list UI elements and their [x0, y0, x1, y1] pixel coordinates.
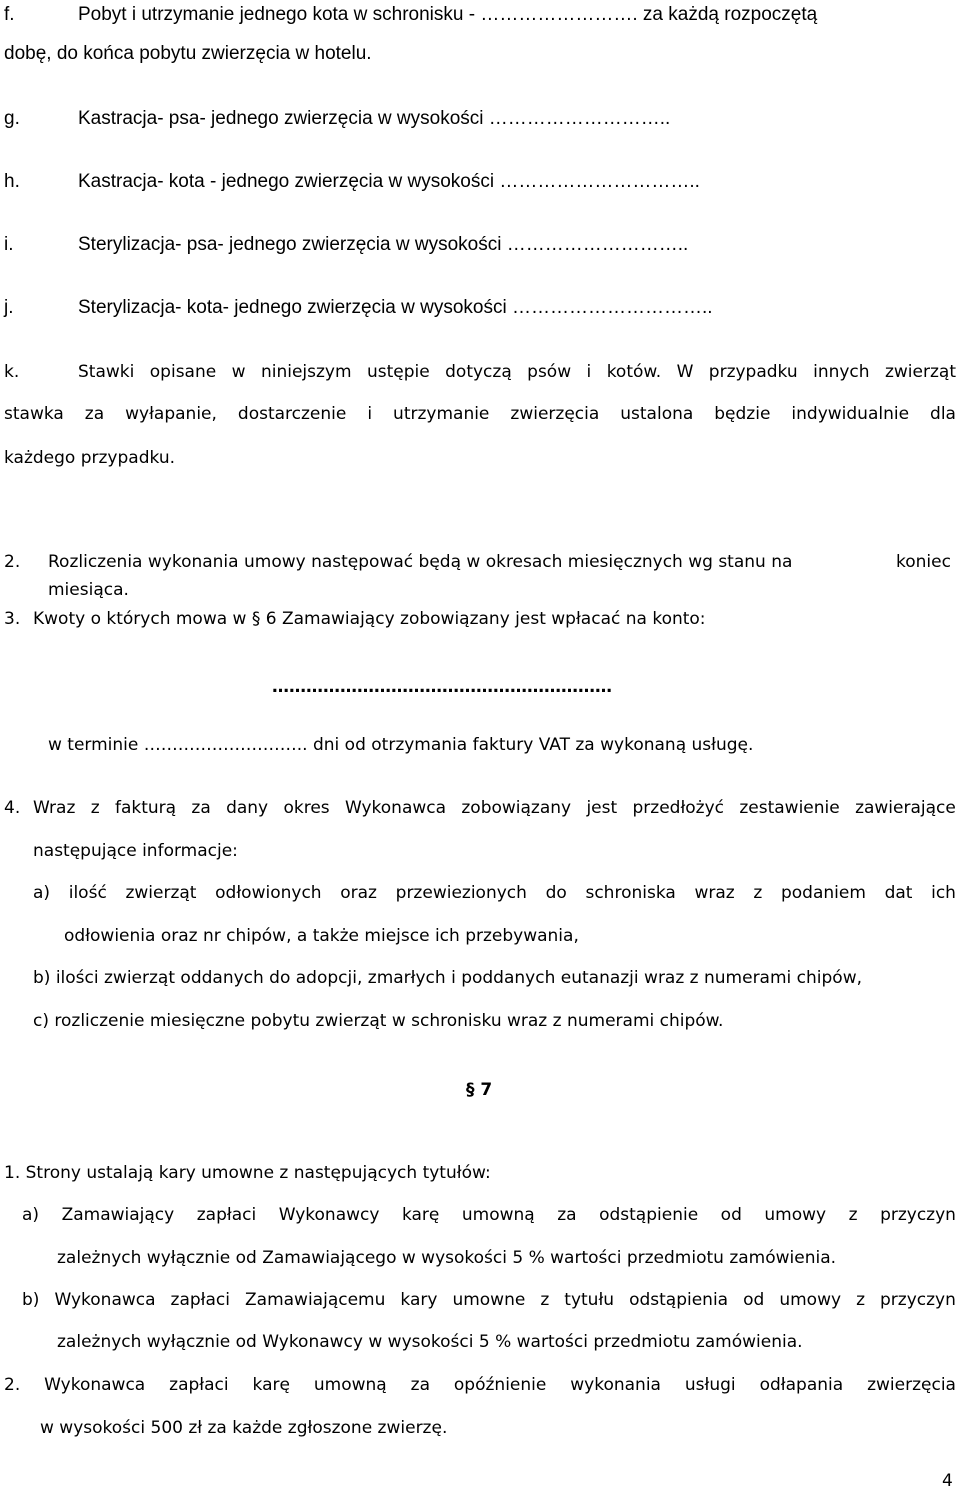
word: indywidualnie [791, 404, 910, 424]
word: Wraz [33, 798, 76, 818]
penalties-point-2-continuation: w wysokości 500 zł za każde zgłoszone zwierzę. [40, 1418, 448, 1438]
word: kotów. [606, 362, 662, 382]
word: Wykonawcy [278, 1205, 380, 1225]
word: psów [527, 362, 572, 382]
word: umowne [452, 1290, 526, 1310]
word: zwierząt [884, 362, 956, 382]
word: odstąpienia [629, 1290, 729, 1310]
word: zawierające [855, 798, 956, 818]
word: kary [400, 1290, 438, 1310]
word: dotyczą [445, 362, 512, 382]
word: a) [22, 1205, 40, 1225]
item-f-letter: f. [4, 4, 15, 25]
point-4-item-a-continuation: odłowienia oraz nr chipów, a także miejsce ich przebywania, [64, 926, 579, 946]
word: przyczyn [880, 1290, 956, 1310]
word: umowy [764, 1205, 827, 1225]
item-i-text: Sterylizacja- psa- jednego zwierzęcia w wysokości ……………………….. [78, 234, 689, 255]
word: będzie [714, 404, 771, 424]
penalties-item-a-continuation: zależnych wyłącznie od Zamawiającego w wysokości 5 % wartości przedmiotu zamówienia. [57, 1248, 837, 1268]
word: karę [252, 1375, 290, 1395]
word: zobowiązany [461, 798, 572, 818]
word: opisane [149, 362, 217, 382]
word: Wykonawca [344, 798, 447, 818]
point-2-tail: koniec [896, 552, 951, 572]
word: zestawienie [739, 798, 840, 818]
point-4-item-b: b) ilości zwierząt oddanych do adopcji, zmarłych i poddanych eutanazji wraz z numerami chipów, [33, 968, 863, 988]
penalties-item-a [22, 1204, 956, 1226]
word: 2. [4, 1375, 21, 1395]
word: zapłaci [169, 1375, 229, 1395]
word: do [545, 883, 567, 903]
word: W [676, 362, 694, 382]
point-2-text: Rozliczenia wykonania umowy następować będą w okresach miesięcznych wg stanu na [48, 552, 793, 572]
word: Wykonawca [54, 1290, 156, 1310]
item-j-letter: j. [4, 297, 14, 318]
word: za [84, 404, 105, 424]
word: przypadku [708, 362, 798, 382]
word: schroniska [585, 883, 676, 903]
word: z [540, 1290, 550, 1310]
item-g-text: Kastracja- psa- jednego zwierzęcia w wysokości ……………………….. [78, 108, 671, 129]
word: odłowionych [215, 883, 322, 903]
penalties-item-b [22, 1289, 956, 1311]
word: wraz [694, 883, 735, 903]
word: od [743, 1290, 765, 1310]
word: dostarczenie [237, 404, 347, 424]
word: ustalona [620, 404, 694, 424]
word: z [90, 798, 100, 818]
word: wyłapanie, [125, 404, 217, 424]
word: utrzymanie [393, 404, 490, 424]
word: stawka [4, 404, 64, 424]
point-4-line-2: następujące informacje: [33, 841, 238, 861]
word: fakturą [114, 798, 177, 818]
word: opóźnienie [453, 1375, 547, 1395]
word: podaniem [780, 883, 866, 903]
penalties-point-2 [4, 1374, 956, 1396]
point-4-item-a [33, 882, 956, 904]
payment-term-text: w terminie ……………………….. dni od otrzymania faktury VAT za wykonaną usługę. [48, 735, 754, 755]
item-h-letter: h. [4, 171, 20, 192]
item-f-continuation: dobę, do końca pobytu zwierzęcia w hotelu. [4, 43, 372, 64]
word: przewiezionych [395, 883, 527, 903]
point-2-number: 2. [4, 552, 21, 572]
word: innych [813, 362, 870, 382]
word: ilość [68, 883, 107, 903]
word: za [557, 1205, 577, 1225]
item-k-letter: k. [4, 362, 20, 382]
word: umowy [779, 1290, 842, 1310]
word: zwierzęcia [867, 1375, 956, 1395]
point-4-number: 4. [4, 798, 21, 818]
word: Wykonawca [44, 1375, 146, 1395]
word: za [191, 798, 211, 818]
word: zapłaci [196, 1205, 257, 1225]
section-heading: § 7 [466, 1080, 493, 1100]
word: z [848, 1205, 858, 1225]
point-4-item-c: c) rozliczenie miesięczne pobytu zwierząt w schronisku wraz z numerami chipów. [33, 1011, 724, 1031]
word: dat [884, 883, 913, 903]
word: odstąpienie [599, 1205, 699, 1225]
word: z [856, 1290, 865, 1310]
item-h-text: Kastracja- kota - jednego zwierzęcia w wysokości ………………………….. [78, 171, 700, 192]
word: niniejszym [260, 362, 352, 382]
item-k-line-1 [78, 361, 956, 383]
penalties-item-b-continuation: zależnych wyłącznie od Wykonawcy w wysokości 5 % wartości przedmiotu zamówienia. [57, 1332, 803, 1352]
word: w [231, 362, 246, 382]
word: z [753, 883, 763, 903]
word: oraz [340, 883, 377, 903]
word: przyczyn [880, 1205, 956, 1225]
point-3-number: 3. [4, 609, 21, 629]
word: ustępie [366, 362, 430, 382]
word: Stawki [78, 362, 135, 382]
word: jest [586, 798, 618, 818]
word: zwierząt [125, 883, 197, 903]
item-g-letter: g. [4, 108, 20, 129]
word: umowną [313, 1375, 387, 1395]
word: Zamawiającemu [245, 1290, 386, 1310]
word: okres [283, 798, 330, 818]
point-3-text: Kwoty o których mowa w § 6 Zamawiający zobowiązany jest wpłacać na konto: [33, 609, 706, 629]
word: a) [33, 883, 51, 903]
account-number-blank: …………………………………………………… [272, 677, 612, 697]
item-j-text: Sterylizacja- kota- jednego zwierzęcia w wysokości ………………………….. [78, 297, 713, 318]
word: dany [226, 798, 269, 818]
word: usługi [684, 1375, 736, 1395]
item-f-text: Pobyt i utrzymanie jednego kota w schronisku - ……………………. za każdą rozpoczętą [78, 4, 818, 25]
item-k-line-2 [4, 403, 956, 425]
point-4-line-1 [33, 797, 956, 819]
item-i-letter: i. [4, 234, 14, 255]
page-number: 4 [942, 1471, 953, 1491]
word: ich [931, 883, 956, 903]
word: Zamawiający [61, 1205, 175, 1225]
word: i [367, 404, 373, 424]
penalties-point-1: 1. Strony ustalają kary umowne z następujących tytułów: [4, 1163, 491, 1183]
word: wykonania [570, 1375, 661, 1395]
word: umowną [461, 1205, 535, 1225]
word: od [720, 1205, 742, 1225]
word: za [410, 1375, 430, 1395]
word: przedłożyć [632, 798, 725, 818]
word: odłapania [759, 1375, 844, 1395]
item-k-line-3: każdego przypadku. [4, 448, 175, 468]
word: i [586, 362, 592, 382]
word: zwierzęcia [510, 404, 600, 424]
word: tytułu [564, 1290, 615, 1310]
word: karę [401, 1205, 440, 1225]
word: zapłaci [170, 1290, 230, 1310]
word: b) [22, 1290, 40, 1310]
point-2-continuation: miesiąca. [48, 580, 129, 600]
word: dla [930, 404, 956, 424]
